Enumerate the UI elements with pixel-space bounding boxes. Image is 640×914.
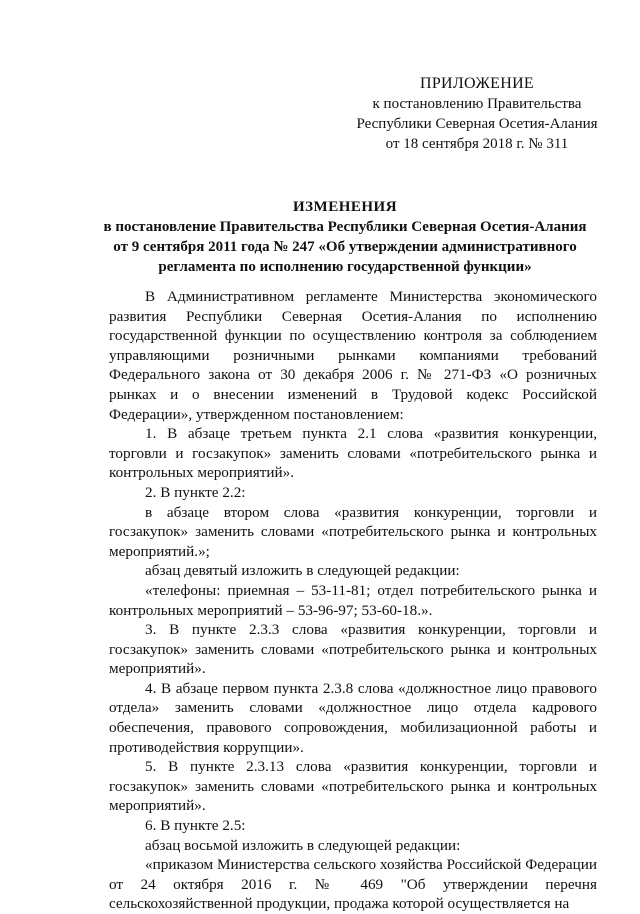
- paragraph-item-1: 1. В абзаце третьем пункта 2.1 слова «развития конкуренции, торговли и госзакупок» заменить словами «потребительского рынка и контрольных мероприятий».: [109, 425, 597, 482]
- paragraph-item-5: 5. В пункте 2.3.13 слова «развития конкуренции, торговли и госзакупок» заменить словами «потребительского рынка и контрольных мероприятий».: [109, 758, 597, 815]
- paragraph-item-6: 6. В пункте 2.5:: [145, 817, 246, 835]
- heading-subtitle-line-1: в постановление Правительства Республики Северная Осетия-Алания: [103, 219, 587, 235]
- paragraph-item-2-sub-2: абзац девятый изложить в следующей редакции:: [145, 562, 460, 580]
- paragraph-intro: В Административном регламенте Министерства экономического развития Республики Северная Осетия-Алания по исполнению государственной функции по осуществлению контроля за соблюдением управляющими розничными рынками компаниями требований Федерального закона от 30 декабря 2006 г. № 271-ФЗ «О розничных рынках и о внесении изменений в Трудовой кодекс Российской Федерации», утвержденном постановлением:: [109, 288, 597, 423]
- paragraph-item-4: 4. В абзаце первом пункта 2.3.8 слова «должностное лицо правового отдела» заменить словами «должностное лицо отдела кадрового обеспечения, правового сопровождения, мобилизационной работы и противодействия коррупции».: [109, 679, 597, 756]
- heading-subtitle-line-3: регламента по исполнению государственной функции»: [158, 259, 532, 275]
- document-body: [109, 287, 597, 914]
- heading-subtitle-line-2: от 9 сентября 2011 года № 247 «Об утверждении административного: [113, 239, 577, 255]
- paragraph-item-3: 3. В пункте 2.3.3 слова «развития конкуренции, торговли и госзакупок» заменить словами «потребительского рынка и контрольных мероприятий».: [109, 621, 597, 678]
- appendix-line-2: Республики Северная Осетия-Алания: [356, 116, 598, 132]
- paragraph-item-2-sub-3: «телефоны: приемная – 53-11-81; отдел потребительского рынка и контрольных мероприятий – 53-96-97; 53-60-18.».: [109, 581, 597, 619]
- appendix-block: [352, 74, 602, 154]
- heading-title: ИЗМЕНЕНИЯ: [292, 199, 398, 215]
- document-heading: [100, 197, 590, 277]
- appendix-line-3: от 18 сентября 2018 г. № 311: [385, 136, 569, 152]
- appendix-title: ПРИЛОЖЕНИЕ: [419, 75, 534, 92]
- paragraph-item-6-sub-2: «приказом Министерства сельского хозяйства Российской Федерации от 24 октября 2016 г. № 469 "Об утверждении перечня сельскохозяйственной продукции, продажа которой осуществляется на: [109, 856, 597, 913]
- paragraph-item-6-sub-1: абзац восьмой изложить в следующей редакции:: [145, 836, 461, 854]
- appendix-line-1: к постановлению Правительства: [372, 96, 582, 112]
- paragraph-item-2-sub-1: в абзаце втором слова «развития конкуренции, торговли и госзакупок» заменить словами «потребительского рынка и контрольных мероприятий.»;: [109, 503, 597, 560]
- paragraph-item-2: 2. В пункте 2.2:: [145, 483, 246, 501]
